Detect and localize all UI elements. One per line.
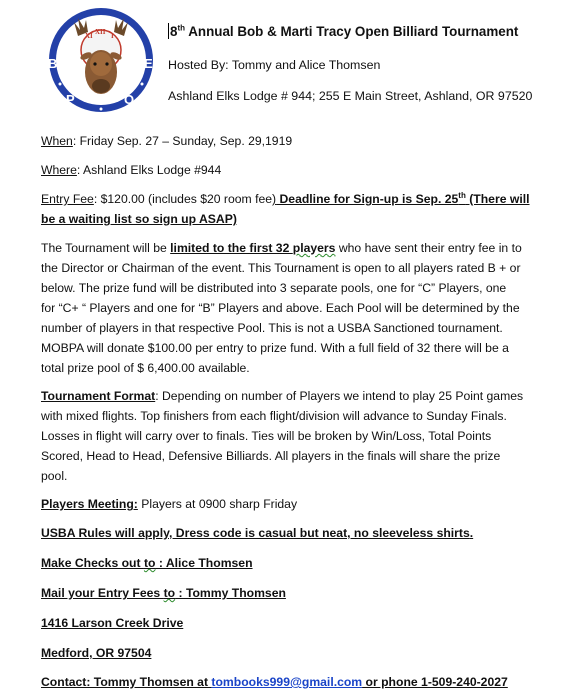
lodge-address: Ashland Elks Lodge # 944; 255 E Main Street, Ashland, OR 97520: [168, 89, 533, 103]
entry-fee-paren: ): [272, 192, 277, 206]
meeting-value: Players at 0900 sharp Friday: [137, 497, 298, 511]
logo-letter-e: E: [144, 56, 153, 71]
mail-label: Mail your Entry Fees: [41, 586, 164, 600]
limit-players: players: [292, 241, 336, 255]
description-line-5: number of players in that respective Pool. This is not a USBA Sanctioned tournament.: [41, 321, 503, 335]
contact-line: [41, 672, 567, 692]
logo-letter-b: B: [48, 56, 58, 71]
deadline-text: [276, 192, 529, 206]
mail-street: 1416 Larson Creek Drive: [41, 616, 184, 630]
where-value: : Ashland Elks Lodge #944: [76, 163, 222, 177]
players-meeting-line: [41, 494, 567, 514]
description-line-1: [41, 238, 567, 258]
title-ordinal: 8: [170, 24, 178, 39]
checks-payee: : Alice Thomsen: [155, 556, 253, 570]
logo-letter-o: O: [124, 92, 135, 107]
desc-text-end: who have sent their entry fee in to: [335, 241, 522, 255]
format-line-4: Scored, Head to Head, Defensive Billiards. All players in the finals will share the prize: [41, 449, 501, 463]
document-title: [168, 22, 518, 42]
description-line-4: for “C+ “ Players and one for “B” Players and above. Each Pool will be determined by the: [41, 301, 520, 315]
checks-label: Make Checks out: [41, 556, 144, 570]
deadline-end: (There will: [465, 192, 530, 206]
svg-text:XII: XII: [95, 28, 106, 36]
svg-text:I: I: [111, 32, 114, 40]
rules-line: [41, 523, 567, 543]
when-value: : Friday Sep. 27 – Sunday, Sep. 29,1919: [72, 134, 293, 148]
waiting-list-line: be a waiting list so sign up ASAP): [41, 212, 237, 226]
title-text: Annual Bob & Marti Tracy Open Billiard Tournament: [185, 24, 519, 39]
where-line: [41, 160, 567, 180]
format-line-3: Losses in flight will carry over to finals. Ties will be broken by Win/Loss, Total Points: [41, 429, 492, 443]
meeting-label: Players Meeting:: [41, 497, 138, 511]
desc-text: The Tournament will be: [41, 241, 171, 255]
rules-main: USBA Rules will apply: [41, 526, 169, 540]
deadline-sup: th: [458, 190, 466, 200]
rules-dress-code: , Dress code is casual but neat, no sleeveless shirts: [169, 526, 470, 540]
hosted-by: Hosted By: Tommy and Alice Thomsen: [168, 58, 381, 72]
description-line-2: the Director or Chairman of the event. This Tournament is open to all players rated B + or: [41, 261, 521, 275]
when-line: [41, 131, 567, 151]
format-text: : Depending on number of Players we intend to play 25 Point games: [155, 389, 524, 403]
mail-to: to: [163, 586, 176, 600]
contact-email-link[interactable]: tombooks999@gmail.com: [211, 675, 363, 689]
where-label: Where: [41, 163, 77, 177]
limit-text: limited to the first 32: [170, 241, 293, 255]
svg-text:XI: XI: [85, 32, 93, 40]
format-label: Tournament Format: [41, 389, 156, 403]
mail-recipient: : Tommy Thomsen: [175, 586, 286, 600]
checks-to: to: [143, 556, 156, 570]
mail-line: [41, 583, 567, 603]
elks-emblem-icon: [38, 6, 164, 114]
title-ordinal-suffix: th: [177, 23, 186, 33]
contact-phone: or phone 1-509-240-2027: [362, 675, 508, 689]
entry-fee-label: Entry Fee: [41, 192, 94, 206]
checks-line: [41, 553, 567, 573]
logo-letter-p: P: [66, 92, 75, 107]
when-label: When: [41, 134, 73, 148]
format-line-2: with mixed flights. Top finishers from each flight/division will advance to Sunday Finals.: [41, 409, 507, 423]
rules-period: .: [469, 526, 474, 540]
entry-fee-line: [41, 189, 567, 209]
description-line-3: below. The prize fund will be distributed into 3 separate pools, one for “C” Players, one: [41, 281, 507, 295]
format-line-1: [41, 386, 567, 406]
deadline-main: Deadline for Sign-up is Sep. 25: [276, 192, 459, 206]
format-line-5: pool.: [41, 469, 68, 483]
text-cursor: [168, 23, 169, 39]
entry-fee-value: : $120.00 (includes $20 room fee: [93, 192, 273, 206]
description-line-7: total prize pool of $ 6,400.00 available.: [41, 361, 250, 375]
mail-city: Medford, OR 97504: [41, 646, 152, 660]
description-line-6: MOBPA will donate $100.00 per entry to prize fund. With a full field of 32 there will be a: [41, 341, 509, 355]
contact-label: Contact: Tommy Thomsen at: [41, 675, 212, 689]
